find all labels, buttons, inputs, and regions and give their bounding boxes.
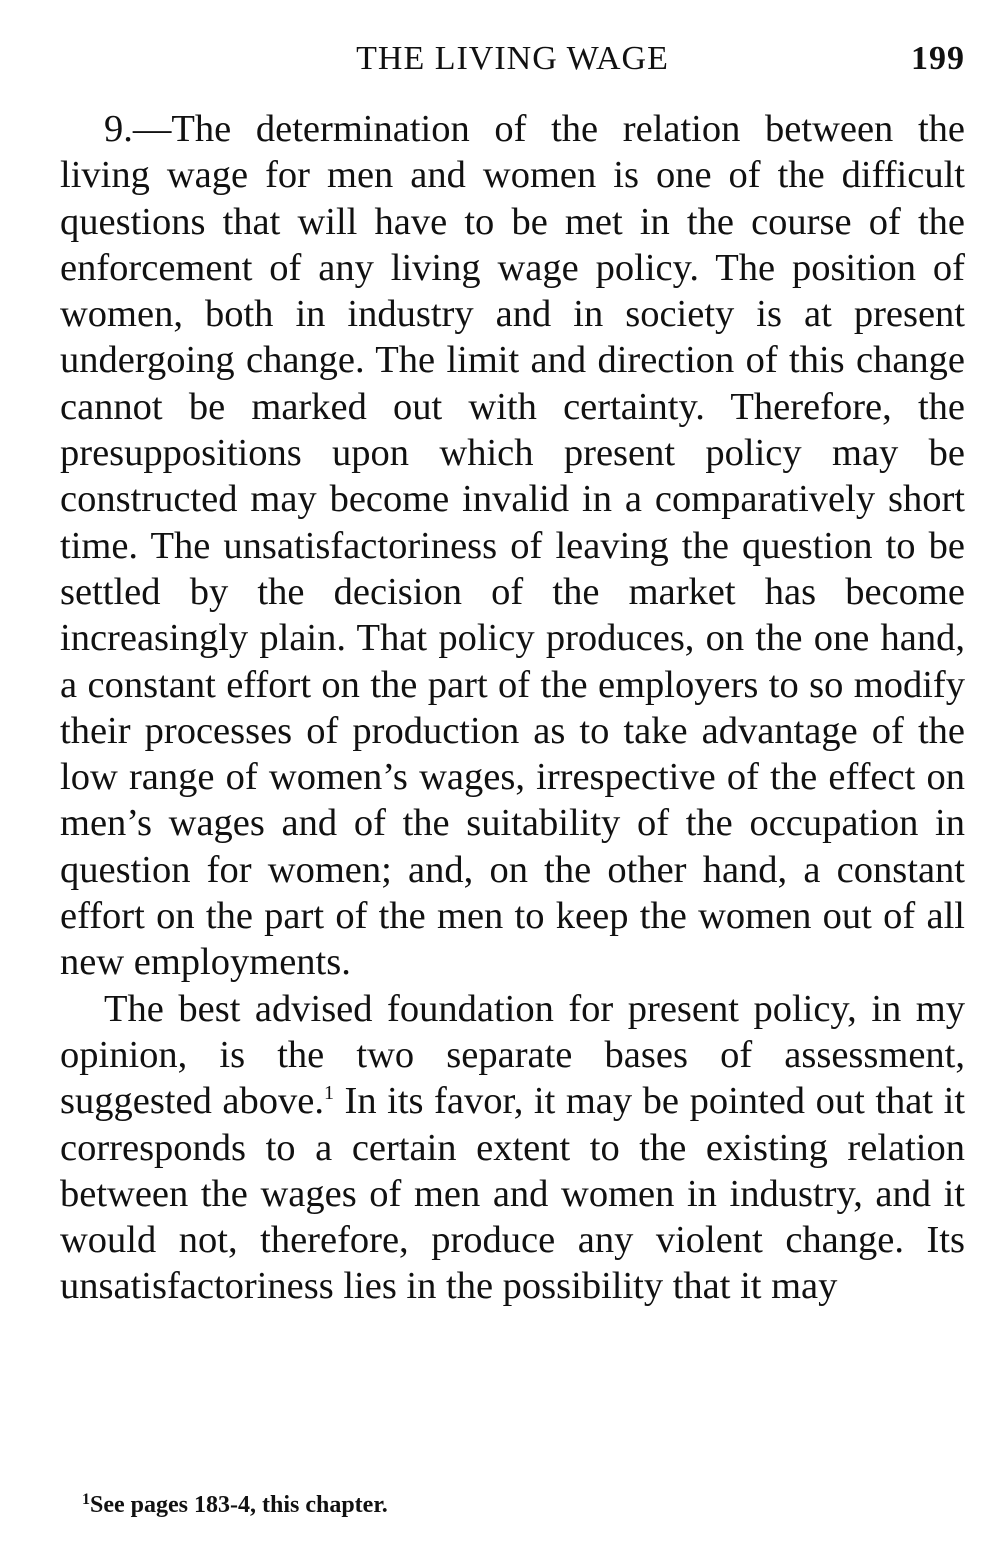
paragraph-2-text-end: In its favor, it may be pointed out that it corresponds to a certain extent to the existing relation between the wages of men and women in industry, and it would not, therefore, produce any violent change. Its unsatisfactoriness lies in the possibility that it may — [60, 1080, 966, 1308]
running-title: THE LIVING WAGE — [356, 40, 669, 77]
body-text — [60, 106, 965, 1310]
footnote-text: See pages 183-4, this chapter. — [90, 1492, 388, 1518]
footnote — [82, 1492, 388, 1519]
book-page — [60, 30, 965, 1530]
running-head — [60, 30, 965, 90]
footnote-reference: 1 — [323, 1082, 334, 1105]
paragraph-2 — [60, 986, 965, 1310]
footnote-marker: 1 — [82, 1491, 90, 1508]
paragraph-2-text-start: The best advised foundation for present policy, in my opinion, is the two separate bases of assessment, suggested above. — [60, 987, 965, 1123]
paragraph-1: 9.—The determination of the relation between the living wage for men and women is one of the difficult questions that will have to be met in the course of the enforcement of any living wage policy. The position of women, both in industry and in society is at present undergoing change. The limit and direction of this change cannot be marked out with certainty. Therefore, the presuppositions upon which present policy may be constructed may become invalid in a comparatively short time. The unsatisfactoriness of leaving the question to be settled by the decision of the market has become increasingly plain. That policy produces, on the one hand, a constant effort on the part of the employers to so modify their processes of production as to take advantage of the low range of women’s wages, irrespective of the effect on men’s wages and of the suitability of the occupation in question for women; and, on the other hand, a constant effort on the part of the men to keep the women out of all new employments. — [60, 108, 965, 984]
page-number: 199 — [911, 40, 965, 77]
